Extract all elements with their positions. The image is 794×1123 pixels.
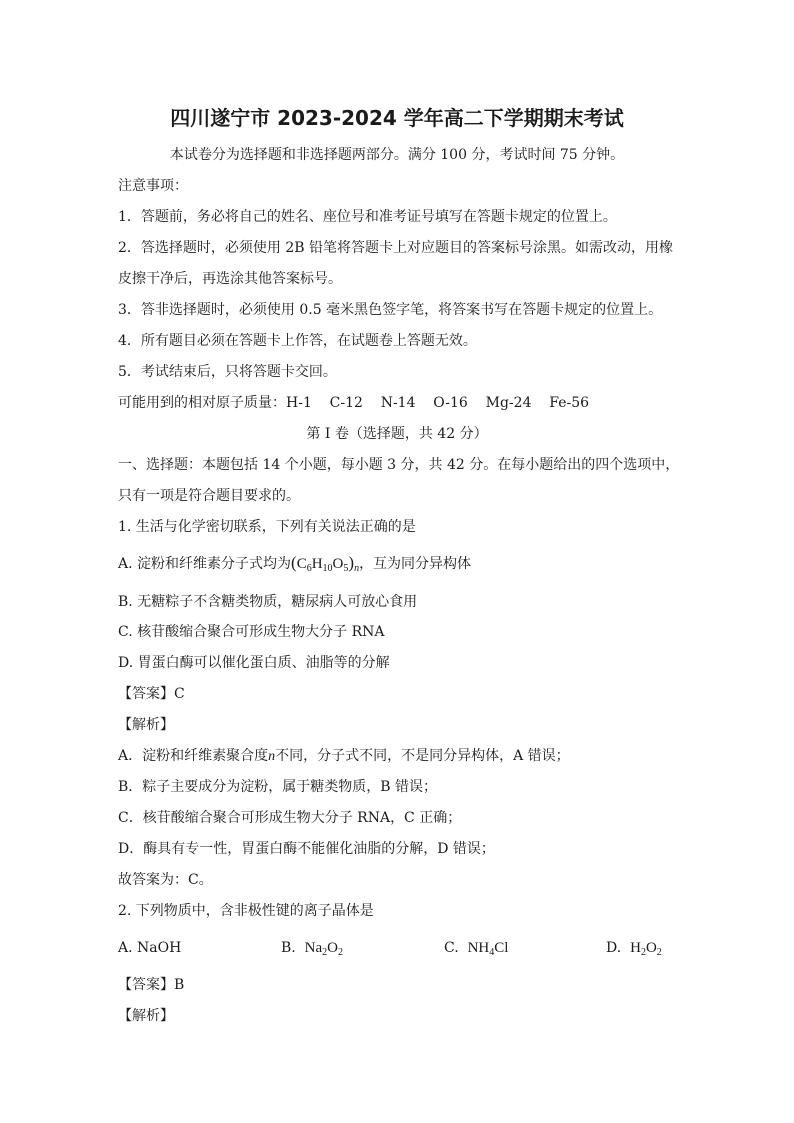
analysis-line: B．粽子主要成分为淀粉，属于糖类物质，B 错误； (118, 779, 438, 795)
question-1-option-b: B. 无糖粽子不含糖类物质，糖尿病人可放心食用 (118, 594, 418, 610)
question-2-answer: 【答案】B (118, 977, 185, 993)
section-title: 第 I 卷（选择题，共 42 分） (306, 426, 488, 442)
question-1-option-a: A. 淀粉和纤维素分子式均为$(C_6H_{10}O_5)_n$，互为同分异构体 (118, 553, 472, 574)
section-instruction: 只有一项是符合题目要求的。 (118, 488, 300, 504)
question-2-analysis-label: 【解析】 (118, 1008, 174, 1024)
question-1-answer: 【答案】C (118, 686, 185, 702)
option-a-text: A. 淀粉和纤维素分子式均为 (118, 556, 292, 572)
question-2-option-a: A. NaOH (118, 940, 182, 956)
question-1-option-d: D. 胃蛋白酶可以催化蛋白质、油脂等的分解 (118, 655, 390, 671)
question-2-option-b: B. $Na_2O_2$ (281, 940, 343, 958)
question-1-conclusion: 故答案为：C。 (118, 872, 213, 888)
question-1-analysis-label: 【解析】 (118, 717, 174, 733)
question-2-option-c: C. $NH_4Cl$ (444, 940, 509, 958)
question-2-option-d: D. $H_2O_2$ (606, 940, 662, 958)
analysis-line: C．核苷酸缩合聚合可形成生物大分子 RNA，C 正确； (118, 810, 462, 826)
atomic-masses: 可能用到的相对原子质量：H-1 C-12 N-14 O-16 Mg-24 Fe-56 (118, 395, 590, 411)
exam-intro: 本试卷分为选择题和非选择题两部分。满分 100 分，考试时间 75 分钟。 (169, 147, 625, 163)
chemical-formula: $Na_2O_2$ (304, 940, 343, 958)
notice-item: 5．考试结束后，只将答题卡交回。 (118, 364, 337, 380)
notice-heading: 注意事项： (118, 178, 188, 194)
question-1-stem: 1. 生活与化学密切联系，下列有关说法正确的是 (118, 519, 416, 535)
question-1-option-c: C. 核苷酸缩合聚合可形成生物大分子 RNA (118, 624, 385, 640)
notice-item: 1．答题前，务必将自己的姓名、座位号和准考证号填写在答题卡规定的位置上。 (118, 209, 617, 225)
notice-item: 4．所有题目必须在答题卡上作答，在试题卷上答题无效。 (118, 333, 477, 349)
chemical-formula: $(C_6H_{10}O_5)_n$ (291, 553, 360, 574)
analysis-line: A．淀粉和纤维素聚合度n不同，分子式不同，不是同分异构体，A 错误； (118, 748, 570, 764)
page-title: 四川遂宁市 2023-2024 学年高二下学期期末考试 (170, 106, 624, 130)
question-2-stem: 2. 下列物质中，含非极性键的离子晶体是 (118, 903, 374, 919)
chemical-formula: $NH_4Cl$ (467, 940, 509, 958)
chemical-formula: $H_2O_2$ (630, 940, 662, 958)
notice-item: 2．答选择题时，必须使用 2B 铅笔将答题卡上对应题目的答案标号涂黑。如需改动，用橡 (118, 240, 674, 256)
analysis-line: D．酶具有专一性，胃蛋白酶不能催化油脂的分解，D 错误； (118, 841, 495, 857)
section-instruction: 一、选择题：本题包括 14 个小题，每小题 3 分，共 42 分。在每小题给出的四个选项中， (118, 457, 680, 473)
notice-item: 3．答非选择题时，必须使用 0.5 毫米黑色签字笔，将答案书写在答题卡规定的位置上。 (118, 302, 663, 318)
notice-item: 皮擦干净后，再选涂其他答案标号。 (118, 271, 342, 287)
